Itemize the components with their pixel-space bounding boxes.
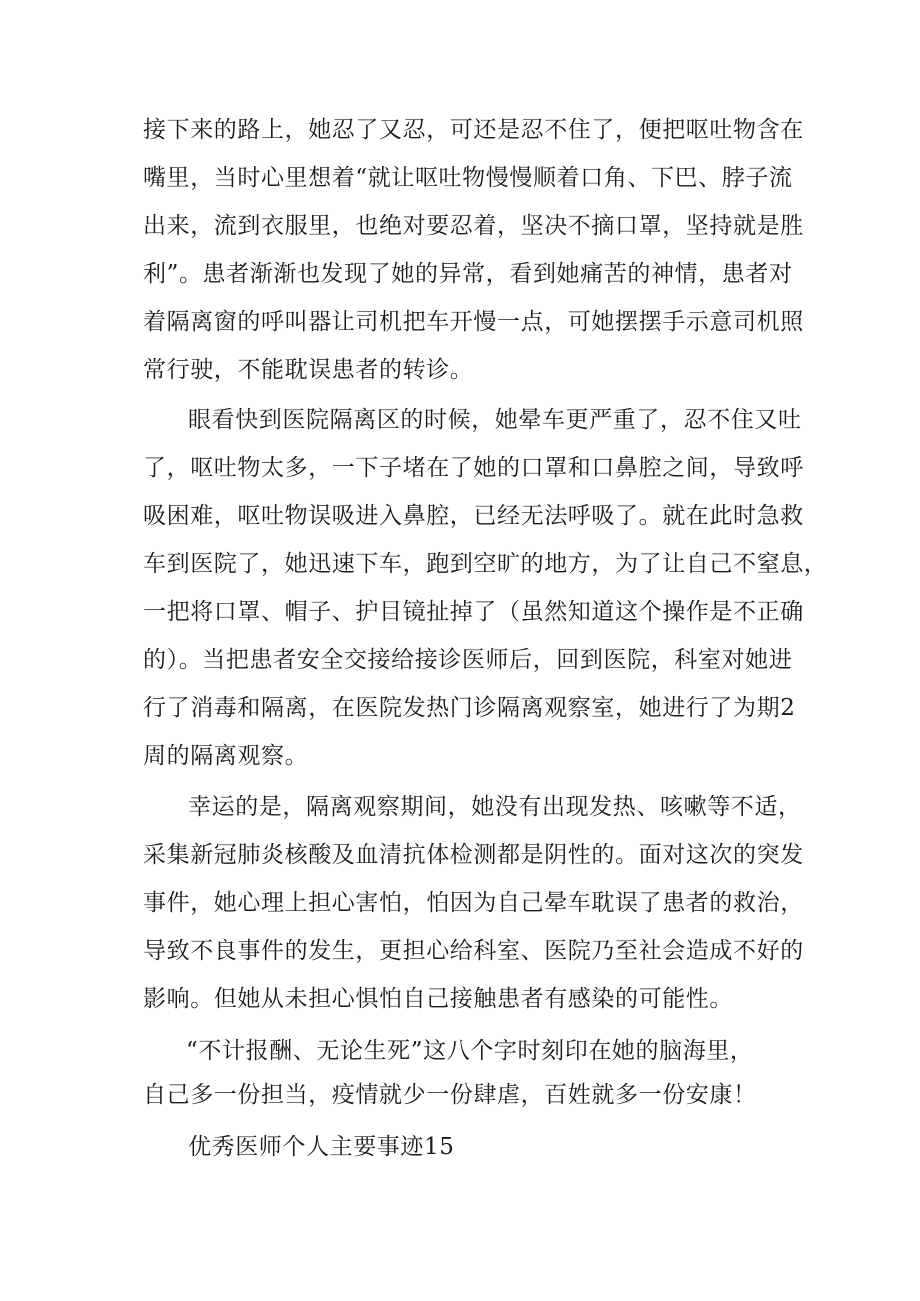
paragraph-1-line-2: 嘴里，当时心里想着“就让呕吐物慢慢顺着口角、下巴、脖子流 bbox=[143, 165, 793, 191]
paragraph-3-line-4: 导致不良事件的发生，更担心给科室、医院乃至社会造成不好的 bbox=[143, 938, 804, 964]
paragraph-2-line-8: 周的隔离观察。 bbox=[143, 743, 309, 769]
paragraph-1-line-5: 着隔离窗的呼叫器让司机把车开慢一点，可她摆摆手示意司机照 bbox=[143, 309, 804, 335]
paragraph-1-line-1: 接下来的路上，她忍了又忍，可还是忍不住了，便把呕吐物含在 bbox=[143, 117, 804, 143]
paragraph-3-line-1: 幸运的是，隔离观察期间，她没有出现发热、咳嗽等不适， bbox=[188, 794, 802, 820]
section-heading: 优秀医师个人主要事迹15 bbox=[188, 1134, 455, 1160]
paragraph-3-line-3: 事件，她心理上担心害怕，怕因为自己晕车耽误了患者的救治， bbox=[143, 890, 804, 916]
paragraph-4-line-2: 自己多一份担当，疫情就少一份肆虐，百姓就多一份安康！ bbox=[143, 1082, 757, 1108]
paragraph-2-line-7: 行了消毒和隔离，在医院发热门诊隔离观察室，她进行了为期2 bbox=[143, 695, 796, 721]
paragraph-2-line-4: 车到医院了，她迅速下车，跑到空旷的地方，为了让自己不窒息， bbox=[143, 551, 828, 577]
paragraph-2-line-3: 吸困难，呕吐物误吸进入鼻腔，已经无法呼吸了。就在此时急救 bbox=[143, 503, 804, 529]
paragraph-3-line-5: 影响。但她从未担心惧怕自己接触患者有感染的可能性。 bbox=[143, 986, 733, 1012]
paragraph-3-line-2: 采集新冠肺炎核酸及血清抗体检测都是阴性的。面对这次的突发 bbox=[143, 842, 804, 868]
paragraph-4-line-1: “不计报酬、无论生死”这八个字时刻印在她的脑海里， bbox=[186, 1038, 754, 1064]
paragraph-1-line-6: 常行驶，不能耽误患者的转诊。 bbox=[143, 357, 474, 383]
paragraph-2-line-2: 了，呕吐物太多，一下子堵在了她的口罩和口鼻腔之间，导致呼 bbox=[143, 455, 804, 481]
paragraph-1-line-3: 出来，流到衣服里，也绝对要忍着，坚决不摘口罩，坚持就是胜 bbox=[143, 213, 804, 239]
paragraph-2-line-1: 眼看快到医院隔离区的时候，她晕车更严重了，忍不住又吐 bbox=[188, 407, 802, 433]
paragraph-2-line-6: 的）。当把患者安全交接给接诊医师后，回到医院，科室对她进 bbox=[143, 647, 793, 673]
paragraph-1-line-4: 利”。患者渐渐也发现了她的异常，看到她痛苦的神情，患者对 bbox=[143, 261, 793, 287]
paragraph-2-line-5: 一把将口罩、帽子、护目镜扯掉了（虽然知道这个操作是不正确 bbox=[143, 599, 804, 625]
